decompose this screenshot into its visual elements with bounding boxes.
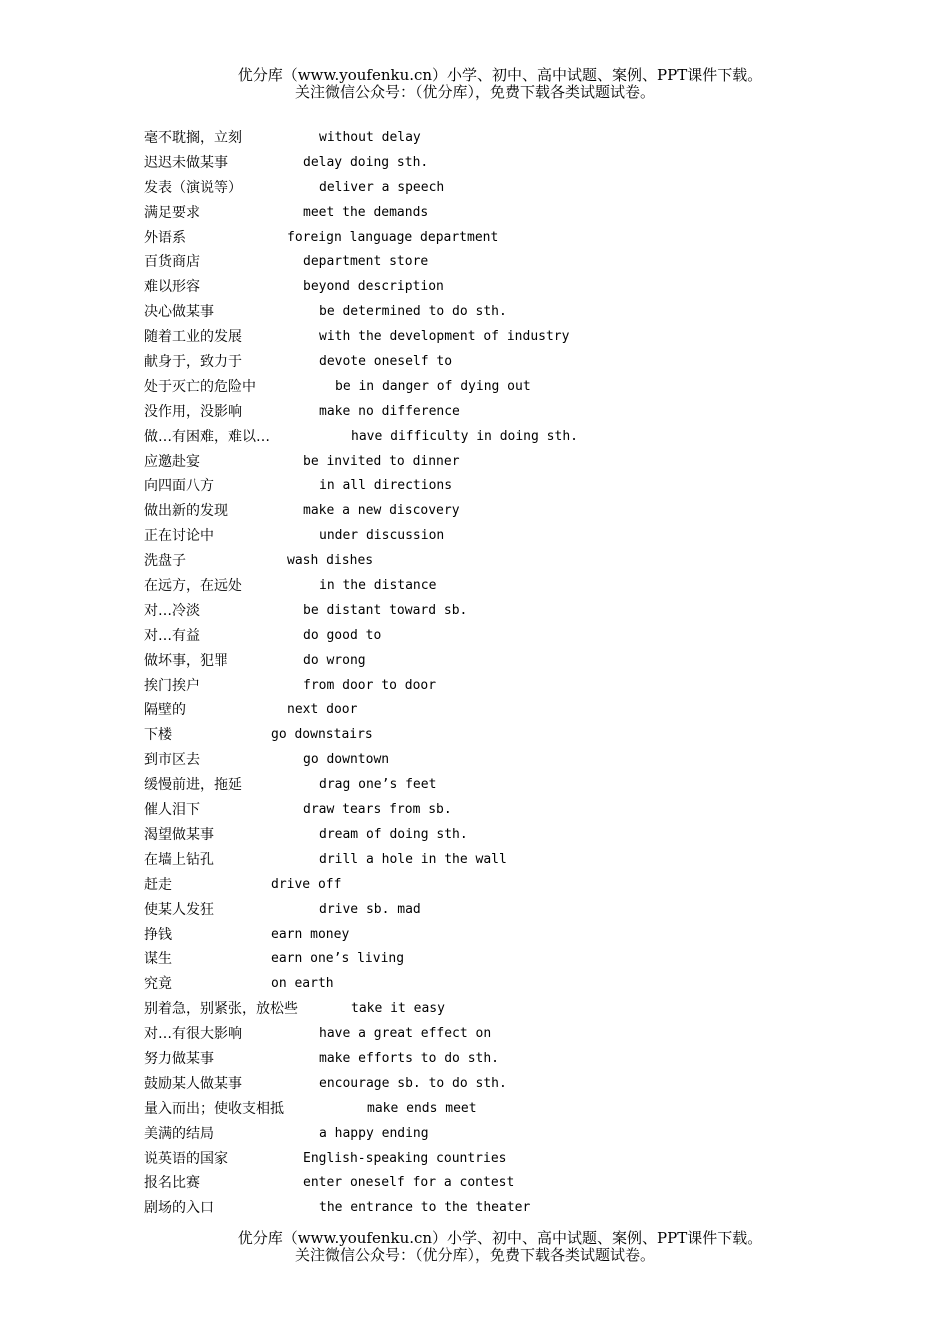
english-phrase: meet the demands (303, 204, 429, 220)
vocab-entry (0, 624, 950, 649)
chinese-meaning: 没作用，没影响 (144, 403, 242, 420)
vocab-entry (0, 947, 950, 972)
english-phrase: make efforts to do sth. (319, 1050, 500, 1066)
vocab-entry (0, 972, 950, 997)
vocab-entry (0, 773, 950, 798)
chinese-meaning: 下楼 (144, 727, 172, 744)
vocab-entry (0, 574, 950, 599)
chinese-meaning: 渴望做某事 (144, 826, 214, 843)
footer-site-line: 优分库（www.youfenku.cn）小学、初中、高中试题、案例、PPT课件下载。 (237, 1229, 763, 1247)
english-phrase: go downtown (303, 752, 390, 768)
english-phrase: take it easy (351, 1001, 445, 1017)
english-phrase: the entrance to the theater (319, 1200, 531, 1216)
vocab-entry (0, 674, 950, 699)
chinese-meaning: 说英语的国家 (144, 1150, 228, 1167)
english-phrase: from door to door (303, 677, 437, 693)
vocab-entry (0, 425, 950, 450)
vocab-entry (0, 250, 950, 275)
chinese-meaning: 谋生 (144, 951, 172, 968)
chinese-meaning: 满足要求 (144, 204, 200, 221)
footer-wechat-line: 关注微信公众号：（优分库），免费下载各类试题试卷。 (294, 1246, 655, 1264)
vocab-entry (0, 823, 950, 848)
vocab-entry (0, 1097, 950, 1122)
english-phrase: beyond description (303, 279, 444, 295)
english-phrase: do wrong (303, 652, 366, 668)
vocab-entry (0, 549, 950, 574)
vocab-entry (0, 1072, 950, 1097)
english-phrase: devote oneself to (319, 354, 453, 370)
vocab-entry (0, 1122, 950, 1147)
english-phrase: have a great effect on (319, 1026, 492, 1042)
chinese-meaning: 随着工业的发展 (144, 329, 242, 346)
english-phrase: drag one’s feet (319, 777, 437, 793)
chinese-meaning: 百货商店 (144, 254, 200, 271)
english-phrase: be determined to do sth. (319, 304, 507, 320)
chinese-meaning: 赶走 (144, 876, 172, 893)
english-phrase: make a new discovery (303, 503, 460, 519)
vocab-entry (0, 923, 950, 948)
chinese-meaning: 迟迟未做某事 (144, 154, 228, 171)
chinese-meaning: 努力做某事 (144, 1050, 214, 1067)
chinese-meaning: 到市区去 (144, 752, 200, 769)
chinese-meaning: 应邀赴宴 (144, 453, 200, 470)
chinese-meaning: 隔壁的 (144, 702, 186, 719)
chinese-meaning: 对…有很大影响 (144, 1026, 242, 1043)
english-phrase: be in danger of dying out (335, 378, 531, 394)
chinese-meaning: 做出新的发现 (144, 503, 228, 520)
english-phrase: make ends meet (367, 1100, 477, 1116)
chinese-meaning: 剧场的入口 (144, 1200, 214, 1217)
english-phrase: under discussion (319, 528, 445, 544)
vocab-entry (0, 748, 950, 773)
english-phrase: department store (303, 254, 429, 270)
english-phrase: in the distance (319, 578, 437, 594)
vocab-entry (0, 1196, 950, 1221)
chinese-meaning: 处于灭亡的危险中 (144, 378, 256, 395)
vocab-entry (0, 450, 950, 475)
chinese-meaning: 缓慢前进，拖延 (144, 777, 242, 794)
chinese-meaning: 做…有困难，难以… (144, 428, 270, 445)
english-phrase: be invited to dinner (303, 453, 460, 469)
english-phrase: English-speaking countries (303, 1150, 507, 1166)
vocab-entry (0, 698, 950, 723)
chinese-meaning: 别着急，别紧张，放松些 (144, 1001, 298, 1018)
chinese-meaning: 向四面八方 (144, 478, 214, 495)
vocab-entry (0, 300, 950, 325)
chinese-meaning: 正在讨论中 (144, 528, 214, 545)
vocab-entry (0, 474, 950, 499)
header-site-line: 优分库（www.youfenku.cn）小学、初中、高中试题、案例、PPT课件下载。 (237, 66, 763, 84)
vocab-entry (0, 400, 950, 425)
chinese-meaning: 催人泪下 (144, 802, 200, 819)
english-phrase: be distant toward sb. (303, 602, 468, 618)
page-footer (0, 1230, 950, 1264)
english-phrase: dream of doing sth. (319, 826, 468, 842)
english-phrase: in all directions (319, 478, 453, 494)
vocab-entry (0, 375, 950, 400)
chinese-meaning: 做坏事，犯罪 (144, 652, 228, 669)
english-phrase: enter oneself for a contest (303, 1175, 515, 1191)
chinese-meaning: 对…冷淡 (144, 602, 200, 619)
chinese-meaning: 毫不耽搁，立刻 (144, 130, 242, 146)
vocab-entry (0, 848, 950, 873)
vocab-entry (0, 126, 950, 151)
english-phrase: draw tears from sb. (303, 802, 452, 818)
vocab-entry (0, 798, 950, 823)
english-phrase: make no difference (319, 403, 460, 419)
page-header (0, 67, 950, 101)
chinese-meaning: 洗盘子 (144, 553, 186, 570)
chinese-meaning: 究竟 (144, 976, 172, 993)
chinese-meaning: 挨门挨户 (144, 677, 200, 694)
chinese-meaning: 在远方，在远处 (144, 578, 242, 595)
vocab-entry (0, 1047, 950, 1072)
chinese-meaning: 决心做某事 (144, 304, 214, 321)
vocab-entry (0, 649, 950, 674)
vocab-entry (0, 1171, 950, 1196)
chinese-meaning: 鼓励某人做某事 (144, 1075, 242, 1092)
chinese-meaning: 献身于，致力于 (144, 354, 242, 371)
chinese-meaning: 发表（演说等） (144, 179, 242, 196)
english-phrase: next door (287, 702, 358, 718)
chinese-meaning: 挣钱 (144, 926, 172, 943)
english-phrase: drill a hole in the wall (319, 851, 507, 867)
vocab-entry (0, 226, 950, 251)
chinese-meaning: 量入而出；使收支相抵 (144, 1100, 284, 1117)
vocab-entry (0, 898, 950, 923)
vocab-entry (0, 176, 950, 201)
vocab-entry (0, 723, 950, 748)
chinese-meaning: 使某人发狂 (144, 901, 214, 918)
vocab-entry (0, 1022, 950, 1047)
vocab-entry (0, 499, 950, 524)
english-phrase: encourage sb. to do sth. (319, 1075, 507, 1091)
chinese-meaning: 报名比赛 (144, 1175, 200, 1192)
english-phrase: wash dishes (287, 553, 374, 569)
english-phrase: drive off (271, 876, 342, 892)
english-phrase: deliver a speech (319, 179, 445, 195)
chinese-meaning: 难以形容 (144, 279, 200, 296)
english-phrase: go downstairs (271, 727, 373, 743)
english-phrase: foreign language department (287, 229, 499, 245)
vocab-entry (0, 275, 950, 300)
chinese-meaning: 外语系 (144, 229, 186, 246)
english-phrase: without delay (319, 130, 421, 145)
english-phrase: earn money (271, 926, 350, 942)
chinese-meaning: 对…有益 (144, 627, 200, 644)
header-wechat-line: 关注微信公众号：（优分库），免费下载各类试题试卷。 (294, 83, 655, 101)
english-phrase: do good to (303, 627, 382, 643)
english-phrase: a happy ending (319, 1125, 429, 1141)
vocabulary-list (0, 126, 950, 1221)
vocab-entry (0, 350, 950, 375)
english-phrase: earn one’s living (271, 951, 405, 967)
english-phrase: drive sb. mad (319, 901, 421, 917)
english-phrase: with the development of industry (319, 329, 570, 345)
chinese-meaning: 美满的结局 (144, 1125, 214, 1142)
english-phrase: have difficulty in doing sth. (351, 428, 578, 444)
vocab-entry (0, 873, 950, 898)
english-phrase: delay doing sth. (303, 154, 429, 170)
vocab-entry (0, 325, 950, 350)
vocab-entry (0, 599, 950, 624)
english-phrase: on earth (271, 976, 334, 992)
vocab-entry (0, 524, 950, 549)
vocab-entry (0, 1147, 950, 1172)
chinese-meaning: 在墙上钻孔 (144, 851, 214, 868)
vocab-entry (0, 201, 950, 226)
vocab-entry (0, 997, 950, 1022)
vocab-entry (0, 151, 950, 176)
